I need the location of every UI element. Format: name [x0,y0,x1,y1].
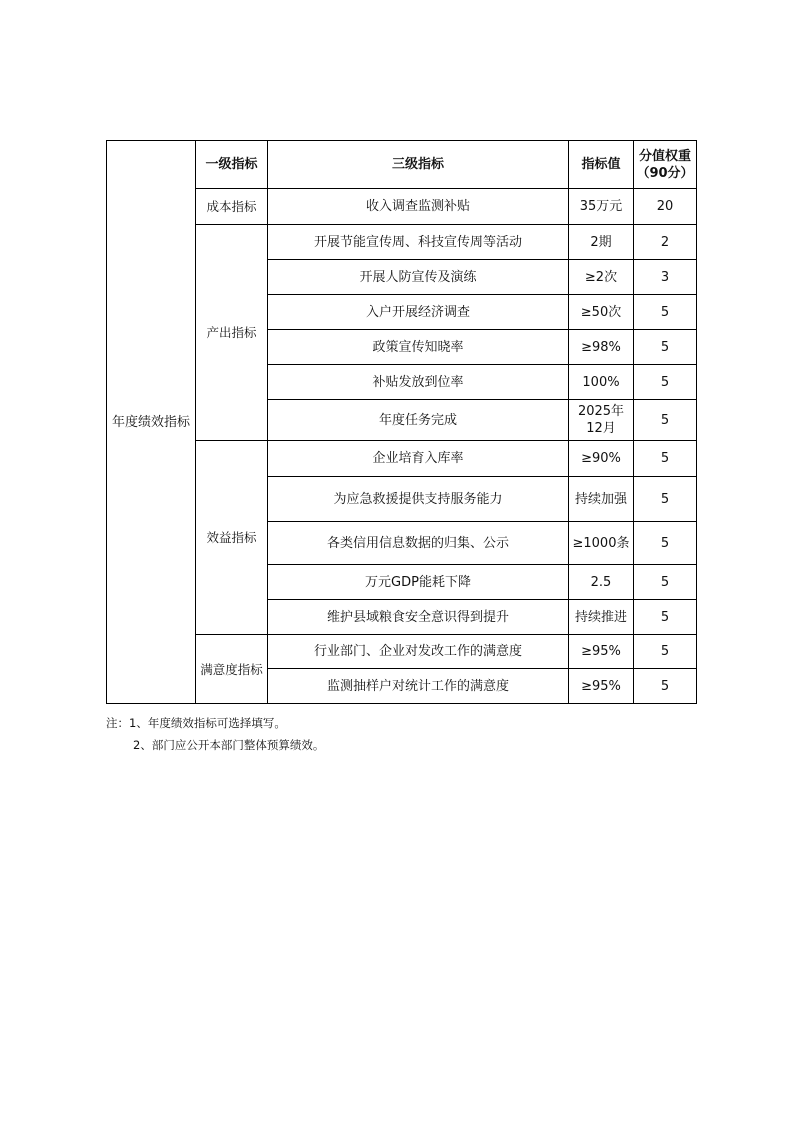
weight-score: 3 [634,260,697,295]
indicator-value: ≥1000条 [569,522,634,565]
level3-indicator: 年度任务完成 [268,400,569,441]
annual-performance-label [107,141,196,704]
indicator-value: 持续推进 [569,600,634,635]
header-level3: 三级指标 [268,141,569,189]
indicator-value: ≥50次 [569,295,634,330]
weight-score: 5 [634,400,697,441]
level3-indicator: 维护县域粮食安全意识得到提升 [268,600,569,635]
level3-indicator: 监测抽样户对统计工作的满意度 [268,669,569,704]
indicator-value: ≥95% [569,635,634,669]
level3-indicator: 企业培育入库率 [268,441,569,477]
weight-score: 5 [634,522,697,565]
table-header-row [107,141,697,189]
indicator-value: 35万元 [569,189,634,225]
table-row [107,225,697,260]
level3-indicator: 行业部门、企业对发改工作的满意度 [268,635,569,669]
level1-category: 产出指标 [196,225,268,441]
weight-score: 5 [634,600,697,635]
table-row [107,441,697,477]
indicator-value: ≥90% [569,441,634,477]
indicator-value: ≥2次 [569,260,634,295]
header-level1: 一级指标 [196,141,268,189]
level1-category: 满意度指标 [196,635,268,704]
annual-performance-text: 年度绩效指标 [111,414,190,430]
table-row [107,189,697,225]
table-row [107,635,697,669]
indicator-value: ≥95% [569,669,634,704]
weight-score: 5 [634,330,697,365]
weight-score: 5 [634,669,697,704]
level3-indicator: 补贴发放到位率 [268,365,569,400]
weight-score: 5 [634,441,697,477]
weight-score: 5 [634,365,697,400]
indicator-value: 100% [569,365,634,400]
note-line-2: 2、部门应公开本部门整体预算绩效。 [133,738,325,752]
level3-indicator: 入户开展经济调查 [268,295,569,330]
weight-score: 2 [634,225,697,260]
indicator-value: 持续加强 [569,477,634,522]
level3-indicator: 万元GDP能耗下降 [268,565,569,600]
indicator-value: 2.5 [569,565,634,600]
weight-score: 5 [634,635,697,669]
level3-indicator: 开展人防宣传及演练 [268,260,569,295]
header-weight-line2: （90分） [636,165,694,181]
weight-score: 5 [634,565,697,600]
indicator-value: ≥98% [569,330,634,365]
header-weight-line1: 分值权重 [638,148,691,164]
indicator-value: 2期 [569,225,634,260]
level3-indicator: 各类信用信息数据的归集、公示 [268,522,569,565]
performance-indicator-table [106,140,697,704]
level1-category: 成本指标 [196,189,268,225]
note-line-1: 注：1、年度绩效指标可选择填写。 [106,716,286,730]
indicator-value: 2025年12月 [569,400,634,441]
level1-category: 效益指标 [196,441,268,635]
weight-score: 20 [634,189,697,225]
header-value: 指标值 [569,141,634,189]
notes [106,712,324,756]
weight-score: 5 [634,477,697,522]
level3-indicator: 开展节能宣传周、科技宣传周等活动 [268,225,569,260]
level3-indicator: 收入调查监测补贴 [268,189,569,225]
level3-indicator: 政策宣传知晓率 [268,330,569,365]
header-weight [634,141,697,189]
weight-score: 5 [634,295,697,330]
level3-indicator: 为应急救援提供支持服务能力 [268,477,569,522]
